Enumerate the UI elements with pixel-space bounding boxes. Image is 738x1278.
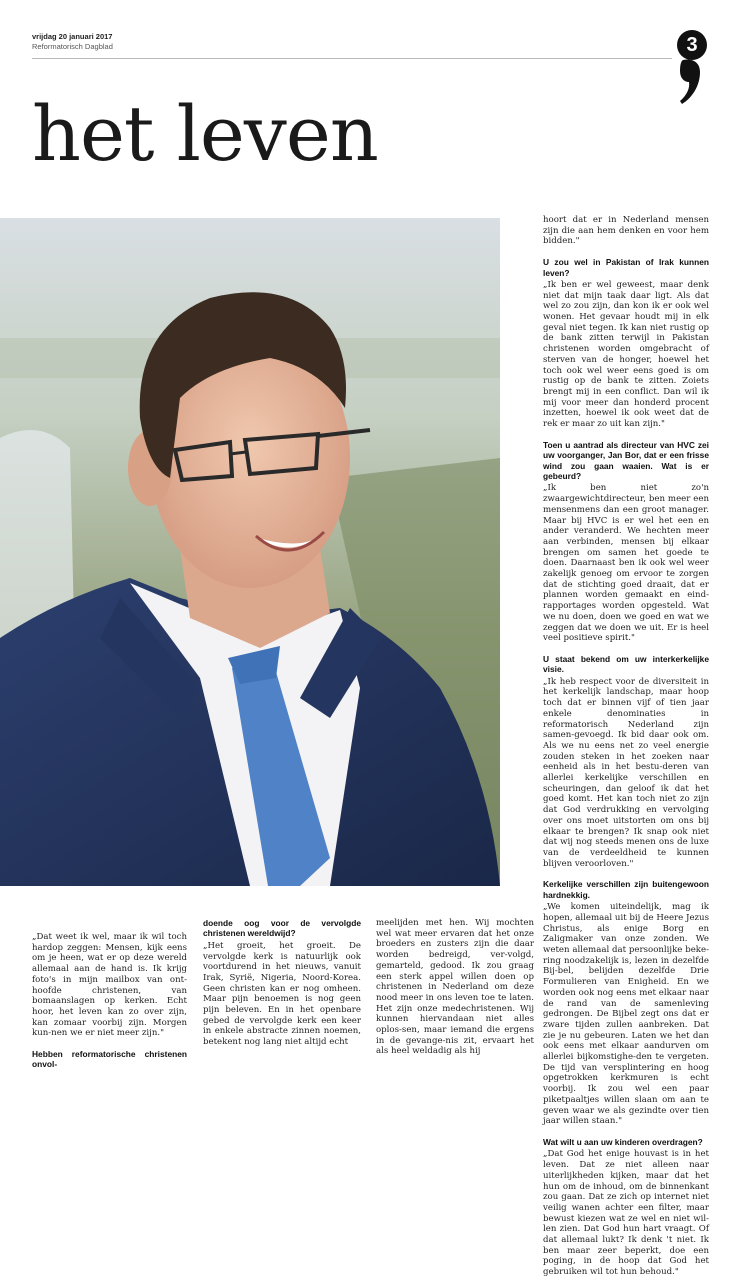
portrait-photo: [0, 218, 500, 886]
interview-answer: „Ik heb respect voor de diversiteit in het kerkelijk landschap, maar hoop toch dat er binnen vijf of tien jaar enkele denominaties in reformatorisch Nederland zijn samen-gevoegd. Ik bid daar ook om. Als we nu eens net zo veel energie zouden steken in het zoeken naar eenheid als in het bestu-deren van allerlei kerkelijke verschillen en scheuringen, dan geloof ik dat het goed komt. Het kan toch niet zo zijn dat God verdrukking en vervolging over ons moet uitstorten om ons bij elkaar te brengen? Ik snap ook niet dat wij nog steeds menen ons de luxe van de verdeeldheid te kunnen blijven veroorloven.": [543, 676, 709, 869]
interview-answer: meelijden met hen. Wij mochten wel wat meer ervaren dat het onze broeders en zusters zijn die daar worden bedreigd, ver-volgd, gemarteld, gedood. Ik zou graag een sterk appel willen doen op christenen in Nederland om deze nood meer in ons leven toe te laten. Het zijn onze medechristenen. Wij kunnen hiervandaan niet alles oplos-sen, maar iemand die ergens in de gevange-nis zit, ervaart het als heel weldadig als hij: [376, 918, 534, 1057]
interview-answer: „We komen uiteindelijk, mag ik hopen, allemaal uit bij de Heere Jezus Christus, als enige Borg en Zaligmaker van onze zonden. We weten allemaal dat persoonlijke beke-ring noodzakelijk is, lezen in dezelfde Bij-bel, belijden dezelfde Drie Formulieren van Enigheid. En we worden ook nog eens met elkaar naar de rand van de samenleving gedrongen. De Bijbel zegt ons dat er zware tijden zullen aanbreken. Dat zie je nu gebeuren. Laten we het dan ook eens met elkaar aandurven om allerlei bijkomstighe-den te vergeten. De tijd van versplintering en hoog opgetrokken kerkmuren is echt voorbij. Ik zou wel een paar piketpaaltjes willen slaan om aan te geven waar we als gezindte over tien jaar willen staan.": [543, 902, 709, 1127]
interview-question: U zou wel in Pakistan of Irak kunnen leven?: [543, 257, 709, 278]
interview-answer: „Ik ben er wel geweest, maar denk niet dat mijn taak daar ligt. Als dat wel zo zou zijn, dan kon ik er ook wel wonen. Het gevaar houdt mij in elk geval niet tegen. Ik kan niet rustig op de bank zitten terwijl in Pakistan christenen worden omgebracht of sterven van de honger, hoewel het toch ook wel weer eens goed is om rustig op de bank te zitten. Zoiets brengt mij in een conflict. Dan wil ik mij voor meer dan honderd procent inzetten, hoewel ik ook weet dat de rek er maar zo uit kan zijn.": [543, 279, 709, 430]
page-number-badge: 3: [677, 30, 707, 60]
article-bottom-column-3: [376, 918, 534, 1057]
interview-answer: „Het groeit, het groeit. De vervolgde kerk is natuurlijk ook voortdurend in het nieuws, vanuit Irak, Syrië, Nigeria, Noord-Korea. Geen christen kan er nog omheen. Maar pijn benoemen is nog geen pijn beleven. En in het openbare gebed de vervolgde kerk een keer in enkele abstracte zinnen noemen, betekent nog lang niet altijd echt: [203, 940, 361, 1048]
header-date: vrijdag 20 januari 2017: [32, 32, 113, 41]
article-bottom-column-2: [203, 918, 361, 1048]
section-title: het leven: [32, 89, 378, 178]
article-right-column: [543, 215, 709, 1278]
interview-question: Kerkelijke verschillen zijn buitengewoon hardnekkig.: [543, 879, 709, 900]
interview-answer: hoort dat er in Nederland mensen zijn die aan hem denken en voor hem bidden.": [543, 215, 709, 247]
header-rule: [32, 58, 672, 59]
interview-question: Hebben reformatorische christenen onvol-: [32, 1049, 187, 1070]
interview-question: Wat wilt u aan uw kinderen overdragen?: [543, 1136, 703, 1147]
interview-question: Toen u aantrad als directeur van HVC zei uw voorganger, Jan Bor, dat er een frisse wind zou gaan waaien. Wat is er gebeurd?: [543, 439, 709, 481]
interview-question: U staat bekend om uw interkerkelijke visie.: [543, 653, 709, 675]
comma-logo-icon: [678, 56, 704, 106]
interview-question: doende oog voor de vervolgde christenen wereldwijd?: [203, 918, 361, 939]
interview-answer: „Ik ben niet zo'n zwaargewichtdirecteur, ben meer een mensenmens dan een groot manager. Maar bij HVC is er wel het een en ander veranderd. We hechten meer aan verbinden, mensen bij elkaar brengen om samen het goede te doen. Daarnaast ben ik ook wel weer zakelijk genoeg om ervoor te zorgen dat de stichting goed draait, dat er plannen worden gemaakt en eind-rapportages worden opgesteld. Wat we nu doen, doen we goed en wat we zeggen dat we doen we uit. Er is heel veel positieve spirit.": [543, 483, 709, 644]
article-bottom-column-1: [32, 932, 187, 1072]
interview-answer: „Dat God het enige houvast is in het leven. Dat ze niet alleen naar uiterlijkheden kijken, maar dat het hun om de inhoud, om de binnenkant zou gaan. Dat ze zich op internet niet veilig wanen achter een filter, maar bewust kiezen wat ze wel en niet wil-len zien. Dat God hun hart vraagt. Of dat allemaal lukt? Ik denk 't niet. Ik ben maar zeer beperkt, doe een poging, in de hoop dat God het gebruiken wil tot hun behoud.": [543, 1149, 709, 1278]
header-paper-name: Reformatorisch Dagblad: [32, 42, 113, 51]
interview-answer: „Dat weet ik wel, maar ik wil toch hardop zeggen: Mensen, kijk eens om je heen, wat er op deze wereld allemaal aan de hand is. Ik krijg foto's in mijn mailbox van ont-hoofde christenen, van bomaanslagen op kerken. Echt hoor, het leven kan zo over zijn, kan zomaar voorbij zijn. Morgen kun-nen we er niet meer zijn.": [32, 932, 187, 1039]
